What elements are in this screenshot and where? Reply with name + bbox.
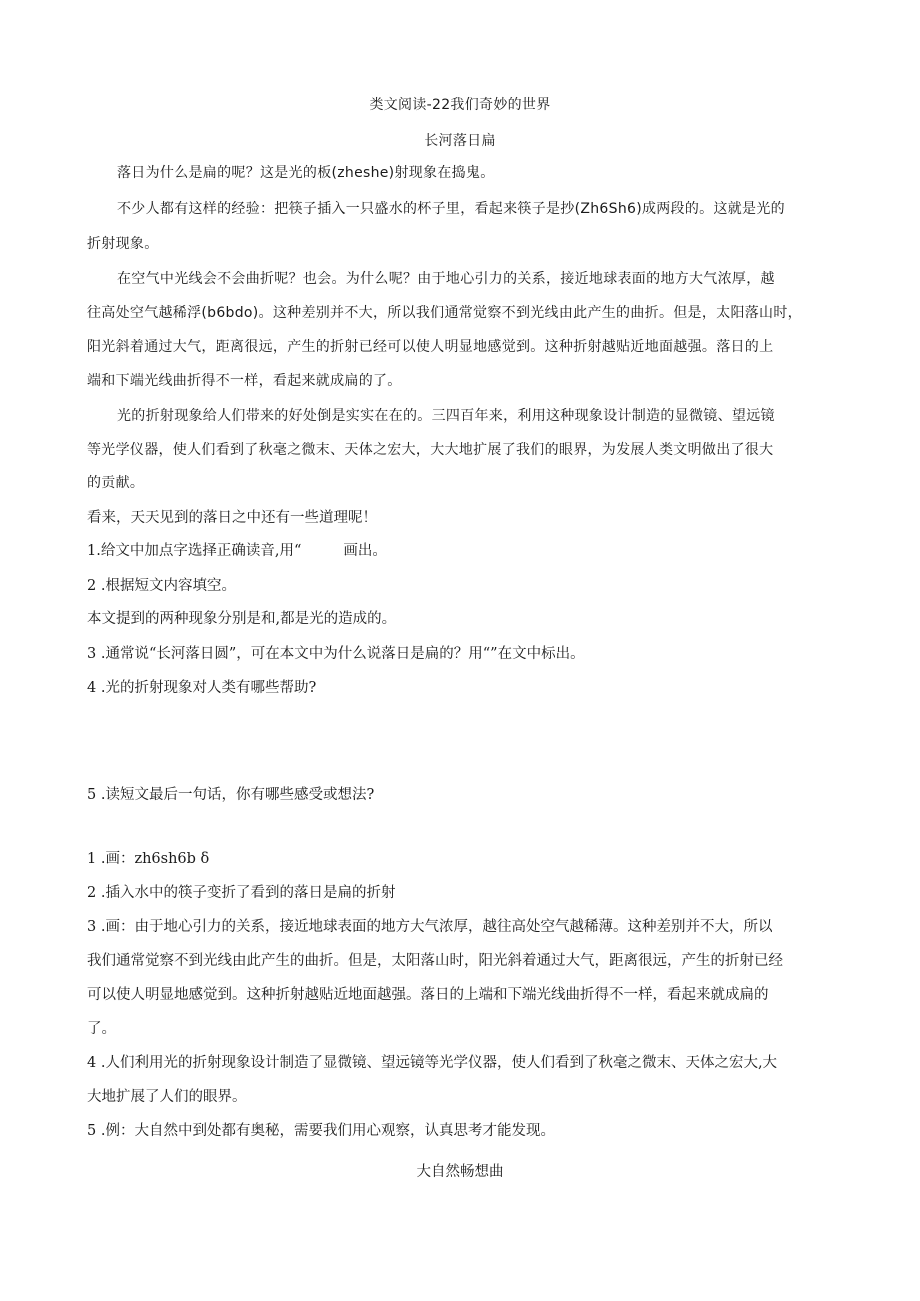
question-1 — [87, 541, 837, 561]
answer-line: 了。 — [87, 1021, 116, 1037]
answer-line: 可以使人明显地感觉到。这种折射越贴近地面越强。落日的上端和下端光线曲折得不一样，看起来就成扁的 — [87, 987, 769, 1003]
question-4: 4 .光的折射现象对人类有哪些帮助? — [87, 680, 317, 696]
paragraph-4-line-2: 等光学仪器，使人们看到了秋毫之微末、天体之宏大，大大地扩展了我们的眼界，为发展人类文明做出了很大 — [87, 442, 774, 458]
article-title: 长河落日扁 — [424, 133, 496, 149]
paragraph-3-line-1: 在空气中光线会不会曲折呢？也会。为什么呢？由于地心引力的关系，接近地球表面的地方大气浓厚，越 — [117, 271, 775, 287]
question-2: 2 .根据短文内容填空。 — [87, 578, 236, 594]
paragraph-3-line-3: 阳光斜着通过大气，距离很远，产生的折射已经可以使人明显地感觉到。这种折射越贴近地面越强。落日的上 — [87, 339, 774, 355]
answer-line: 2 .插入水中的筷子变折了看到的落日是扁的折射 — [87, 885, 396, 901]
paragraph-3-line-2: 往高处空气越稀浮(b6bdo)。这种差别并不大，所以我们通常觉察不到光线由此产生的曲折。但是，太阳落山时， — [87, 305, 802, 321]
document-title: 类文阅读-22我们奇妙的世界 — [369, 97, 551, 113]
answer-line: 大地扩展了人们的眼界。 — [87, 1089, 247, 1105]
paragraph-2-line-2: 折射现象。 — [87, 236, 159, 252]
answer-line: 5 .例：大自然中到处都有奥秘，需要我们用心观察，认真思考才能发现。 — [87, 1123, 555, 1139]
next-article-title: 大自然畅想曲 — [416, 1164, 504, 1180]
answer-line: 1 .画：zh6sh6b δ — [87, 851, 210, 867]
question-5: 5 .读短文最后一句话，你有哪些感受或想法? — [87, 787, 375, 803]
question-3: 3 .通常说“长河落日圆”，可在本文中为什么说落日是扁的？用“”在文中标出。 — [87, 646, 585, 662]
answer-line: 3 .画：由于地心引力的关系，接近地球表面的地方大气浓厚，越往高处空气越稀薄。这种差别并不大，所以 — [87, 919, 773, 935]
paragraph-3-line-4: 端和下端光线曲折得不一样，看起来就成扁的了。 — [87, 373, 402, 389]
answer-line: 我们通常觉察不到光线由此产生的曲折。但是，太阳落山时，阳光斜着通过大气，距离很远，产生的折射已经 — [87, 953, 783, 969]
paragraph-5-line-1: 看来，天天见到的落日之中还有一些道理呢！ — [87, 510, 377, 526]
question-1-text: 1.给文中加点字选择正确读音,用“ — [87, 543, 302, 559]
paragraph-1-line-1: 落日为什么是扁的呢？这是光的板(zheshe)射现象在捣鬼。 — [117, 165, 495, 181]
paragraph-4-line-3: 的贡献。 — [87, 475, 145, 491]
paragraph-4-line-1: 光的折射现象给人们带来的好处倒是实实在在的。三四百年来，利用这种现象设计制造的显微镜、望远镜 — [117, 408, 775, 424]
question-1-tail: 画出。 — [343, 543, 387, 559]
answer-line: 4 .人们利用光的折射现象设计制造了显微镜、望远镜等光学仪器，使人们看到了秋毫之微末、天体之宏大,大 — [87, 1055, 778, 1071]
paragraph-2-line-1: 不少人都有这样的经验：把筷子插入一只盛水的杯子里，看起来筷子是抄(Zh6Sh6)成两段的。这就是光的 — [117, 201, 785, 217]
question-2-fill: 本文提到的两种现象分别是和,都是光的造成的。 — [87, 611, 397, 627]
